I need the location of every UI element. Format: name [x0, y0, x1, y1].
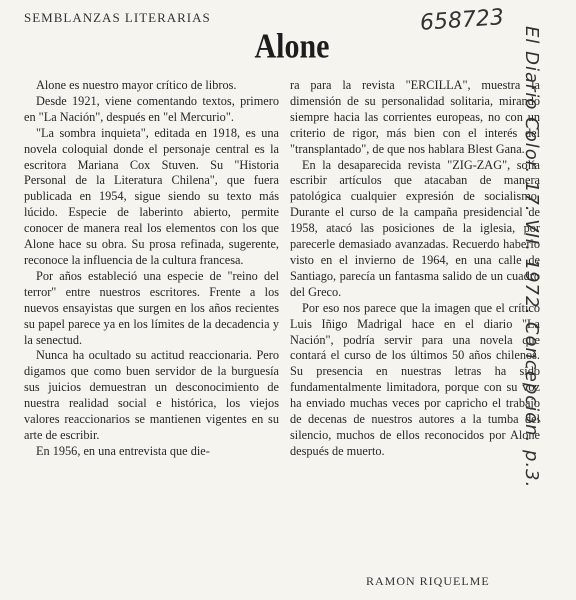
paragraph: En la desaparecida revista "ZIG-ZAG", solía escribir artículos que atacaban de manera patológica cualquier expresión de socialismo. Durante el curso de la campaña presidencial de 1958, atacó las posiciones de la iglesia, por parecerle demasiado avanzadas. Recuerdo haberlo visto en el invierno de 1964, en una calle de Santiago, parecía un fantasma salido de un cuadro del Greco.: [290, 157, 540, 299]
paragraph: Por años estableció una especie de "reino del terror" entre nuestros escritores. Frente a los nuevos ensayistas que surgen en los años recientes su papel parece ya en los límites de la decadencia y la senectud.: [24, 268, 279, 347]
article-column-left: [24, 78, 279, 460]
author-signature: RAMON RIQUELME: [366, 574, 490, 588]
paragraph: Por eso nos parece que la imagen que el crítico Luis Iñigo Madrigal hace en el diario "La Nación", podría servir para una novela que contará el curso de los últimos 50 años chilenos. Su presencia en nuestras letras ha sido fundamentalmente limitadora, porque con su voz ha enviado muchas veces por capricho el trabajo de decenas de nuestros autores a la tumba del silencio, muchos de ellos reconocidos por Alone después de muerto.: [290, 300, 540, 458]
paragraph: Desde 1921, viene comentando textos, primero en "La Nación", después en "el Mercurio".: [24, 93, 279, 124]
article-headline: Alone: [254, 27, 330, 66]
article-column-right: [290, 78, 540, 460]
paragraph: En 1956, en una entrevista que die-: [36, 443, 210, 458]
section-label: SEMBLANZAS LITERARIAS: [24, 10, 211, 25]
paragraph: "La sombra inquieta", editada en 1918, es una novela coloquial donde el personaje central es la escritora Mariana Cox Stuven. Su "Historia Personal de la Literatura Chilena", que fuera publicada en 1954, sigue siendo su texto más lúcido. Especie de laberinto abierto, permite conocer de manera real los elementos con los que Alone hace su obra. Su prosa refinada, sugerente, reconoce la influencia de la cultura francesa.: [24, 125, 279, 267]
paragraph: Nunca ha ocultado su actitud reaccionaria. Pero digamos que como buen servidor de la burguesía sus juicios demuestran un desconocimiento de nuestra realidad social e histórica, los viejos valores reaccionarios se mantienen vigentes en su arte de escribir.: [24, 348, 279, 442]
paragraph: ra para la revista "ERCILLA", muestra la dimensión de su personalidad solitaria, mirando siempre hacia las corrientes europeas, no con un criterio de rigor, más bien con el interés del "transplantado", de que nos hablara Blest Gana.: [290, 78, 540, 156]
paragraph: Alone es nuestro mayor crítico de libros.: [36, 78, 237, 92]
handwritten-source-annotation: El Diario Color. 17. VII. 1972. Concepción. p.3.: [521, 26, 542, 489]
handwritten-catalog-number: 658723: [419, 5, 505, 36]
